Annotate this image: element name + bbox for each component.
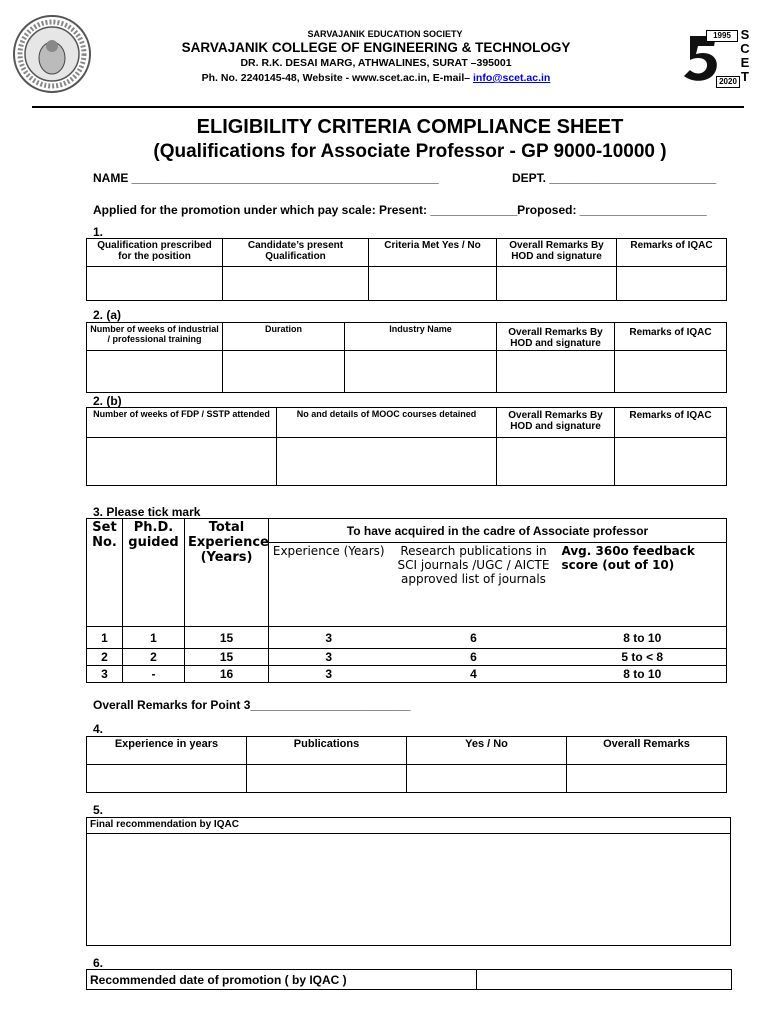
table-cell[interactable]: [87, 438, 277, 486]
table-cell: 3: [269, 649, 389, 666]
table-cell: 1: [87, 627, 123, 649]
fdp-table: [86, 407, 727, 486]
table-cell[interactable]: [497, 267, 617, 301]
section-2b-label: 2. (b): [93, 394, 122, 408]
table-cell[interactable]: [87, 765, 247, 793]
table-header: Criteria Met Yes / No: [369, 239, 497, 267]
table-cell: 5 to < 8: [559, 649, 727, 666]
recommendation-cell[interactable]: [87, 834, 731, 946]
table-cell[interactable]: [87, 267, 223, 301]
table-header: Number of weeks of industrial / professional training: [87, 323, 223, 351]
table-header: Overall Remarks By HOD and signature: [497, 239, 617, 267]
table-row[interactable]: [87, 649, 727, 666]
table-header: Publications: [247, 737, 407, 765]
table-header: Avg. 360o feedback score (out of 10): [559, 543, 727, 627]
table-cell: -: [123, 666, 185, 683]
table-cell[interactable]: [615, 438, 727, 486]
table-header: Yes / No: [407, 737, 567, 765]
table-header: Overall Remarks: [567, 737, 727, 765]
table-row: [87, 765, 727, 793]
section-4-label: 4.: [93, 722, 104, 736]
table-header: Set No.: [87, 519, 123, 627]
table-header-row: [87, 408, 727, 438]
table-cell[interactable]: [497, 438, 615, 486]
table-header-row: [87, 818, 731, 834]
table-cell: 16: [185, 666, 269, 683]
table-row[interactable]: [87, 666, 727, 683]
table-cell[interactable]: [223, 267, 369, 301]
table-header: Number of weeks of FDP / SSTP attended: [87, 408, 277, 438]
table-row: [87, 267, 727, 301]
table-header: Remarks of IQAC: [617, 239, 727, 267]
section-6-label: 6.: [93, 956, 104, 970]
table-cell: 15: [185, 649, 269, 666]
table-header: Duration: [223, 323, 345, 351]
table-header-row: [87, 239, 727, 267]
anniv-letters: [738, 28, 752, 84]
table-header-row: [87, 323, 727, 351]
page-title: ELIGIBILITY CRITERIA COMPLIANCE SHEET: [196, 116, 624, 138]
table-header: Remarks of IQAC: [615, 323, 727, 351]
table-header: Overall Remarks By HOD and signature: [497, 408, 615, 438]
table-cell[interactable]: [497, 351, 615, 393]
page-subtitle: (Qualifications for Associate Professor - GP 9000-10000 ): [153, 141, 667, 162]
table-cell[interactable]: [87, 351, 223, 393]
table-header: Remarks of IQAC: [615, 408, 727, 438]
name-field[interactable]: NAME ______________________________________________: [93, 171, 439, 185]
table-cell: 2: [87, 649, 123, 666]
table-header: Research publications in SCI journals /UGC / AICTE approved list of journals: [389, 543, 559, 627]
table-header: Final recommendation by IQAC: [87, 818, 731, 834]
anniv-letter: C: [740, 41, 750, 56]
table-cell: 8 to 10: [559, 627, 727, 649]
section-2a-label: 2. (a): [93, 308, 122, 322]
contact-text: Ph. No. 2240145-48, Website - www.scet.ac.in, E-mail–: [201, 72, 473, 84]
table-row: [87, 438, 727, 486]
promotion-date-table: [86, 969, 732, 990]
section-5-label: 5.: [93, 803, 104, 817]
table-header: Experience in years: [87, 737, 247, 765]
industrial-training-table: [86, 322, 727, 393]
header-divider: [32, 106, 744, 108]
table-header: Ph.D. guided: [123, 519, 185, 627]
college-name: SARVAJANIK COLLEGE OF ENGINEERING & TECHNOLOGY: [181, 40, 571, 55]
anniv-letter: E: [740, 55, 750, 70]
table-cell: 3: [269, 627, 389, 649]
table-cell: 2: [123, 649, 185, 666]
society-name: SARVAJANIK EDUCATION SOCIETY: [307, 29, 463, 39]
table-row[interactable]: [87, 627, 727, 649]
pay-scale-field[interactable]: Applied for the promotion under which pay scale: Present: _____________Proposed: ___________________: [93, 203, 707, 217]
table-cell: 6: [389, 627, 559, 649]
table-header-row: [87, 737, 727, 765]
table-cell: 15: [185, 627, 269, 649]
table-header: Industry Name: [345, 323, 497, 351]
section-1-label: 1.: [93, 225, 104, 239]
table-cell[interactable]: [369, 267, 497, 301]
table-cell[interactable]: [407, 765, 567, 793]
table-header-row: [87, 519, 727, 543]
table-header: No and details of MOOC courses detained: [277, 408, 497, 438]
table-cell[interactable]: [345, 351, 497, 393]
table-cell: 3: [87, 666, 123, 683]
table-row: [87, 970, 732, 990]
section-3-label: 3. Please tick mark: [93, 505, 201, 519]
anniversary-logo: [676, 28, 752, 88]
anniv-start-year: 1995: [706, 30, 738, 42]
experience-table: [86, 736, 727, 793]
college-address: DR. R.K. DESAI MARG, ATHWALINES, SURAT –395001: [240, 57, 512, 69]
table-row: [87, 351, 727, 393]
contact-line: [0, 69, 752, 84]
tick-mark-table: [86, 518, 727, 683]
table-cell: 4: [389, 666, 559, 683]
table-cell: 3: [269, 666, 389, 683]
table-header: Recommended date of promotion ( by IQAC ): [87, 970, 477, 990]
email-link[interactable]: info@scet.ac.in: [473, 72, 551, 84]
dept-field[interactable]: DEPT. _________________________: [512, 171, 717, 185]
table-cell[interactable]: [277, 438, 497, 486]
table-cell: 6: [389, 649, 559, 666]
table-header: To have acquired in the cadre of Associate professor: [269, 519, 727, 543]
table-header: Qualification prescribed for the position: [87, 239, 223, 267]
table-cell[interactable]: [617, 267, 727, 301]
table-header: Candidate’s present Qualification: [223, 239, 369, 267]
table-cell: 1: [123, 627, 185, 649]
table-cell[interactable]: [223, 351, 345, 393]
table-row: [87, 834, 731, 946]
anniv-letter: T: [741, 69, 749, 84]
anniv-letter: S: [740, 27, 750, 42]
table-header: Experience (Years): [269, 543, 389, 627]
table-cell[interactable]: [247, 765, 407, 793]
anniv-end-year: 2020: [716, 76, 740, 88]
table-header: Overall Remarks By HOD and signature: [497, 323, 615, 351]
table-cell[interactable]: [615, 351, 727, 393]
qualification-table: [86, 238, 727, 301]
table-cell: 8 to 10: [559, 666, 727, 683]
table-header: Total Experience (Years): [185, 519, 269, 627]
promotion-date-cell[interactable]: [477, 970, 732, 990]
point3-remarks-field[interactable]: Overall Remarks for Point 3________________________: [93, 698, 411, 712]
final-recommendation-table: [86, 817, 731, 946]
table-cell[interactable]: [567, 765, 727, 793]
